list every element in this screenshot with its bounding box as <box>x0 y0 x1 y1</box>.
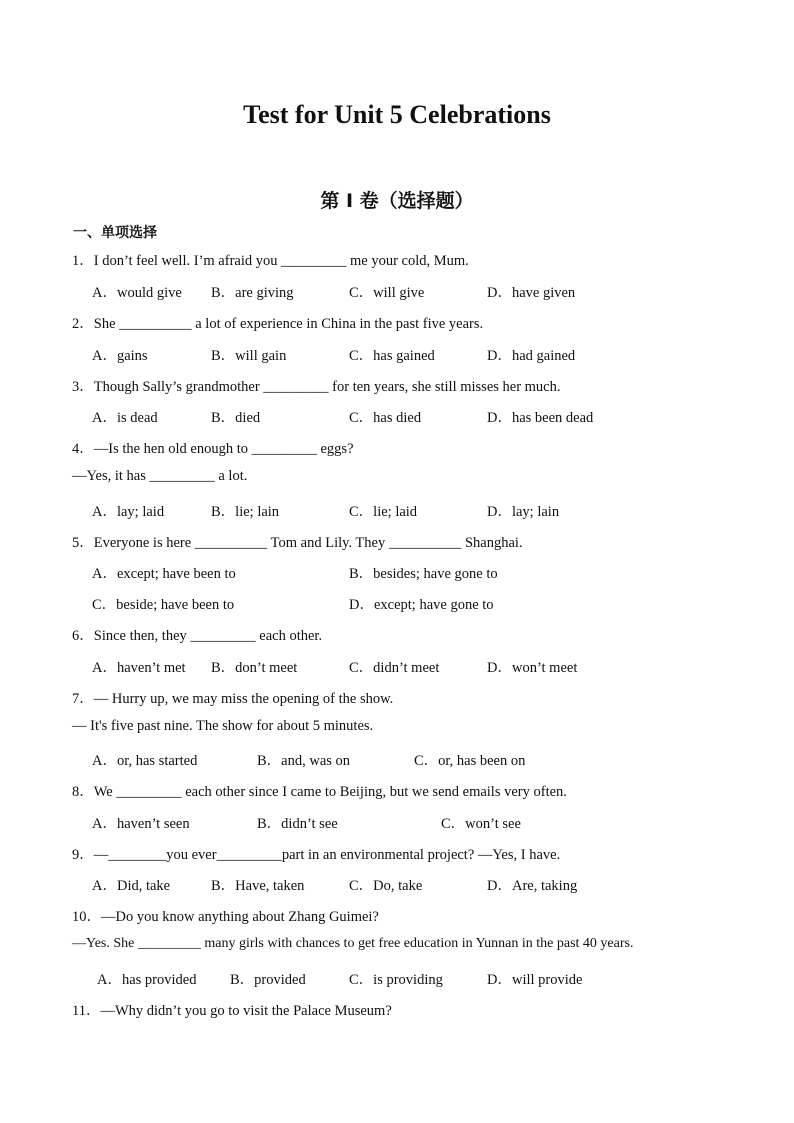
question-stem: 2．She __________ a lot of experience in China in the past five years. <box>72 316 484 332</box>
question-stem-continued: —Yes. She _________ many girls with chances to get free education in Yunnan in the past 40 years. <box>72 936 634 951</box>
option: B．provided <box>230 972 306 988</box>
option: C．won’t see <box>441 816 521 832</box>
page-title: Test for Unit 5 Celebrations <box>243 100 551 129</box>
option: A．except; have been to <box>92 566 236 582</box>
option: A．Did, take <box>92 878 171 894</box>
option: C．lie; laid <box>349 504 418 520</box>
option: D．won’t meet <box>487 660 578 676</box>
option: D．will provide <box>487 972 583 988</box>
option: C．is providing <box>349 972 443 988</box>
option: A．is dead <box>92 410 158 426</box>
question-stem: 5．Everyone is here __________ Tom and Lily. They __________ Shanghai. <box>72 535 523 551</box>
option: A．lay; laid <box>92 504 165 520</box>
question-stem-continued: —Yes, it has _________ a lot. <box>72 468 248 484</box>
option: B．don’t meet <box>211 660 298 676</box>
option: D．has been dead <box>487 410 594 426</box>
part-title: 第 I 卷（选择题） <box>320 190 474 212</box>
option: B．besides; have gone to <box>349 566 498 582</box>
option: B．and, was on <box>257 753 351 769</box>
option: B．died <box>211 410 261 426</box>
option: B．didn’t see <box>257 816 338 832</box>
option: D．except; have gone to <box>349 597 494 613</box>
option: C．or, has been on <box>414 753 526 769</box>
option: D．lay; lain <box>487 504 560 520</box>
question-stem: 6．Since then, they _________ each other. <box>72 628 323 644</box>
question-stem: 1．I don’t feel well. I’m afraid you _________ me your cold, Mum. <box>72 253 469 269</box>
option: C．will give <box>349 285 425 301</box>
option: C．didn’t meet <box>349 660 440 676</box>
option: C．beside; have been to <box>92 597 235 613</box>
option: B．Have, taken <box>211 878 305 894</box>
question-stem: 4．—Is the hen old enough to _________ eggs? <box>72 441 354 457</box>
question-stem: 11．—Why didn’t you go to visit the Palace Museum? <box>72 1003 392 1019</box>
option: A．has provided <box>97 972 197 988</box>
question-stem: 10．—Do you know anything about Zhang Guimei? <box>72 909 379 925</box>
option: C．has died <box>349 410 422 426</box>
option: A．gains <box>92 348 148 364</box>
option: B．will gain <box>211 348 287 364</box>
option: A．haven’t seen <box>92 816 190 832</box>
question-stem: 8．We _________ each other since I came to Beijing, but we send emails very often. <box>72 784 567 800</box>
question-stem: 9．—________you ever_________part in an environmental project? —Yes, I have. <box>72 847 561 863</box>
option: A．haven’t met <box>92 660 186 676</box>
option: C．Do, take <box>349 878 423 894</box>
option: A．would give <box>92 285 182 301</box>
option: C．has gained <box>349 348 435 364</box>
question-stem-continued: — It's five past nine. The show for about 5 minutes. <box>72 718 374 734</box>
option: B．are giving <box>211 285 294 301</box>
question-stem: 3．Though Sally’s grandmother _________ for ten years, she still misses her much. <box>72 379 561 395</box>
option: D．have given <box>487 285 576 301</box>
option: A．or, has started <box>92 753 198 769</box>
option: B．lie; lain <box>211 504 280 520</box>
option: D．had gained <box>487 348 576 364</box>
option: D．Are, taking <box>487 878 578 894</box>
question-stem: 7．— Hurry up, we may miss the opening of the show. <box>72 691 394 707</box>
section-title: 一、单项选择 <box>73 225 157 241</box>
